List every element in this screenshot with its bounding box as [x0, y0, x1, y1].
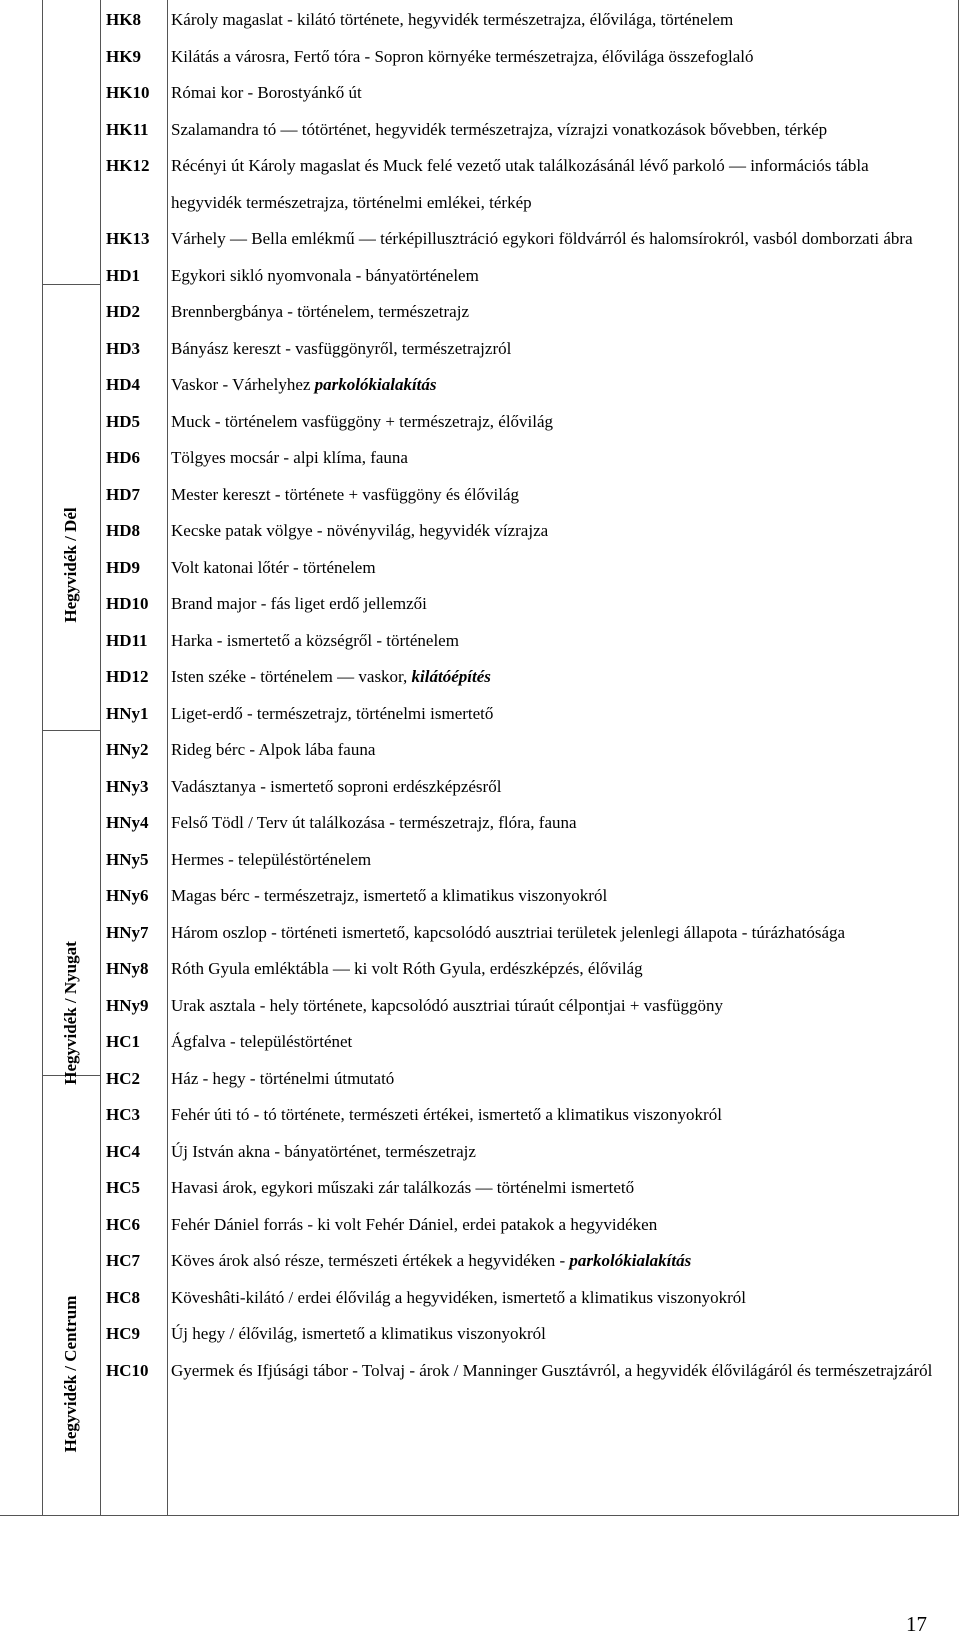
route-description [167, 1170, 960, 1207]
route-code: HD12 [106, 667, 149, 686]
table-row [100, 331, 960, 368]
route-description-text: Egykori sikló nyomvonala - bányatörténelem [171, 265, 479, 285]
route-description [167, 659, 960, 696]
table-row [100, 294, 960, 331]
table-row [100, 477, 960, 514]
route-description-text: Fehér Dániel forrás - ki volt Fehér Dániel, erdei patakok a hegyvidéken [171, 1214, 658, 1234]
table-row [100, 550, 960, 587]
table-row [100, 221, 960, 258]
route-description [167, 1024, 960, 1061]
route-code: HC10 [106, 1360, 149, 1380]
route-description-text: Köves árok alsó része, természeti értékek a hegyvidéken - [171, 1251, 570, 1270]
route-description [167, 148, 960, 221]
route-description [167, 221, 960, 258]
route-code: HC1 [106, 1032, 140, 1051]
route-code: HK8 [106, 10, 141, 29]
route-description [167, 477, 960, 514]
table-rows [100, 2, 960, 1389]
table-row [100, 623, 960, 660]
route-description-text: Récényi út Károly magaslat és Muck felé vezető utak találkozásánál lévő parkoló — információs tábla hegyvidék természetrajza, történelmi emlékei, térkép [171, 156, 869, 212]
route-description [167, 1280, 960, 1317]
route-code: HD3 [106, 338, 140, 358]
route-description-text: Muck - történelem vasfüggöny + természetrajz, élővilág [171, 411, 554, 431]
table-row [100, 1280, 960, 1317]
table-row [100, 1134, 960, 1171]
route-code: HC6 [106, 1214, 140, 1234]
table-row [100, 440, 960, 477]
route-description [167, 513, 960, 550]
route-code: HNy9 [106, 995, 149, 1015]
route-description-text: Magas bérc - természetrajz, ismertető a klimatikus viszonyokról [171, 886, 608, 905]
route-description [167, 988, 960, 1025]
route-description [167, 696, 960, 733]
route-description [167, 550, 960, 587]
route-description-text: Rideg bérc - Alpok lába fauna [171, 740, 376, 759]
route-description-text: Harka - ismertető a községről - történelem [171, 630, 459, 650]
route-description-text: Felső Tödl / Terv út találkozása - természetrajz, flóra, fauna [171, 813, 577, 832]
table-row [100, 732, 960, 769]
route-highlight: parkolókialakítás [569, 1251, 692, 1270]
group-centrum [42, 1075, 100, 1515]
route-description [167, 915, 960, 952]
route-description-text: Róth Gyula emléktábla — ki volt Róth Gyula, erdészképzés, élővilág [171, 959, 643, 978]
route-description-text: Kilátás a városra, Fertő tóra - Sopron környéke természetrajza, élővilága összefoglaló [171, 46, 754, 66]
route-code: HNy2 [106, 740, 149, 759]
route-description-text: Havasi árok, egykori műszaki zár találkozás — történelmi ismertető [171, 1178, 635, 1197]
route-code: HC2 [106, 1068, 140, 1088]
route-description-text: Köveshâti-kilátó / erdei élővilág a hegyvidéken, ismertető a klimatikus viszonyokról [171, 1287, 747, 1307]
route-description [167, 1134, 960, 1171]
table-row [100, 915, 960, 952]
table-row [100, 659, 960, 696]
route-code: HNy4 [106, 813, 149, 832]
route-description [167, 294, 960, 331]
route-code: HK12 [106, 156, 150, 175]
table-row [100, 148, 960, 221]
route-description [167, 1207, 960, 1244]
route-description-text: Fehér úti tó - tó története, természeti értékei, ismertető a klimatikus viszonyokról [171, 1105, 722, 1124]
route-code: HNy6 [106, 886, 149, 905]
route-code: HNy3 [106, 776, 149, 796]
route-description-text: Ágfalva - településtörténet [171, 1032, 353, 1051]
route-description [167, 258, 960, 295]
table-row [100, 842, 960, 879]
route-description-text: Hermes - településtörténelem [171, 849, 372, 869]
table-row [100, 696, 960, 733]
route-description [167, 367, 960, 404]
route-description [167, 1316, 960, 1353]
table-row [100, 1316, 960, 1353]
route-description-text: Új István akna - bányatörténet, természetrajz [171, 1141, 476, 1161]
route-description [167, 805, 960, 842]
route-code: HK9 [106, 46, 141, 66]
route-code: HC9 [106, 1324, 140, 1343]
route-code: HK10 [106, 83, 150, 102]
table-row [100, 258, 960, 295]
route-description-text: Bányász kereszt - vasfüggönyről, természetrajzról [171, 338, 512, 358]
route-code: HNy5 [106, 849, 149, 869]
table-row [100, 1061, 960, 1098]
route-description [167, 842, 960, 879]
route-description [167, 623, 960, 660]
route-description [167, 951, 960, 988]
route-description-text: Új hegy / élővilág, ismertető a klimatikus viszonyokról [171, 1324, 546, 1343]
table-row [100, 39, 960, 76]
route-description-text: Vadásztanya - ismertető soproni erdészképzésről [171, 776, 502, 796]
table-row [100, 75, 960, 112]
route-code: HD11 [106, 630, 148, 650]
route-description-text: Kecske patak völgye - növényvilág, hegyvidék vízrajza [171, 521, 549, 540]
route-code: HD9 [106, 557, 140, 577]
route-description [167, 331, 960, 368]
table-row [100, 367, 960, 404]
route-description-text: Volt katonai lőtér - történelem [171, 557, 376, 577]
route-description [167, 75, 960, 112]
route-code: HK13 [106, 229, 150, 248]
table-row [100, 404, 960, 441]
route-code: HNy7 [106, 922, 149, 942]
route-description-text: Szalamandra tó — tótörténet, hegyvidék természetrajza, vízrajzi vonatkozások bővebben, térkép [171, 119, 828, 139]
group-label-del: Hegyvidék / Dél [61, 507, 80, 623]
route-description [167, 1353, 960, 1390]
route-highlight: parkolókialakítás [314, 375, 437, 394]
route-description-text: Urak asztala - hely története, kapcsolódó ausztriai túraút célpontjai + vasfüggöny [171, 995, 723, 1015]
route-description-text: Liget-erdő - természetrajz, történelmi ismertető [171, 703, 494, 723]
route-description [167, 769, 960, 806]
route-code: HC3 [106, 1105, 140, 1124]
route-description-text: Brand major - fás liget erdő jellemzői [171, 594, 427, 613]
table-row [100, 513, 960, 550]
route-code: HK11 [106, 119, 149, 139]
table-row [100, 2, 960, 39]
route-code: HD7 [106, 484, 140, 504]
table-row [100, 1024, 960, 1061]
route-description-text: Ház - hegy - történelmi útmutató [171, 1068, 395, 1088]
route-description-text: Isten széke - történelem — vaskor, [171, 667, 412, 686]
group-label-nyugat: Hegyvidék / Nyugat [61, 941, 80, 1085]
route-code: HD6 [106, 448, 140, 467]
route-description [167, 1061, 960, 1098]
group-label-centrum: Hegyvidék / Centrum [61, 1295, 80, 1453]
group-nyugat [42, 730, 100, 1085]
table-row [100, 112, 960, 149]
route-description-text: Várhely — Bella emlékmű — térképillusztráció egykori földvárról és halomsírokról, vasból domborzati ábra [171, 229, 913, 248]
route-description-text: Mester kereszt - története + vasfüggöny és élővilág [171, 484, 520, 504]
route-code: HNy8 [106, 959, 149, 978]
route-description [167, 1097, 960, 1134]
route-description-text: Brennbergbánya - történelem, természetrajz [171, 302, 469, 321]
table-row [100, 805, 960, 842]
route-description [167, 1243, 960, 1280]
route-code: HD5 [106, 411, 140, 431]
table-row [100, 1207, 960, 1244]
table-row [100, 1097, 960, 1134]
route-code: HD8 [106, 521, 140, 540]
route-description-text: Vaskor - Várhelyhez [171, 375, 315, 394]
page-number: 17 [906, 1612, 927, 1636]
table-row [100, 1243, 960, 1280]
route-description-text: Római kor - Borostyánkő út [171, 83, 362, 102]
route-code: HD10 [106, 594, 149, 613]
route-code: HC7 [106, 1251, 140, 1270]
group-del [42, 284, 100, 730]
route-description [167, 732, 960, 769]
route-code: HNy1 [106, 703, 149, 723]
route-description-text: Károly magaslat - kilátó története, hegyvidék természetrajza, élővilága, történelem [171, 10, 734, 29]
route-description [167, 404, 960, 441]
table-row [100, 1353, 960, 1390]
table-row [100, 988, 960, 1025]
route-code: HD2 [106, 302, 140, 321]
route-code: HC4 [106, 1141, 140, 1161]
route-description [167, 39, 960, 76]
route-code: HD1 [106, 265, 140, 285]
table-row [100, 1170, 960, 1207]
table-row [100, 586, 960, 623]
route-description-text: Gyermek és Ifjúsági tábor - Tolvaj - árok / Manninger Gusztávról, a hegyvidék élővilágáról és természetrajzáról [171, 1360, 933, 1380]
route-code: HC8 [106, 1287, 140, 1307]
route-description [167, 440, 960, 477]
route-description-text: Három oszlop - történeti ismertető, kapcsolódó ausztriai területek jelenlegi állapota - túrázhatósága [171, 922, 846, 942]
route-description [167, 586, 960, 623]
route-description [167, 112, 960, 149]
route-description [167, 878, 960, 915]
route-code: HD4 [106, 375, 140, 394]
route-code: HC5 [106, 1178, 140, 1197]
table-bottom-border [0, 1515, 958, 1516]
route-highlight: kilátóépítés [411, 667, 491, 686]
route-description-text: Tölgyes mocsár - alpi klíma, fauna [171, 448, 408, 467]
table-row [100, 769, 960, 806]
route-description [167, 2, 960, 39]
table-row [100, 951, 960, 988]
table-row [100, 878, 960, 915]
